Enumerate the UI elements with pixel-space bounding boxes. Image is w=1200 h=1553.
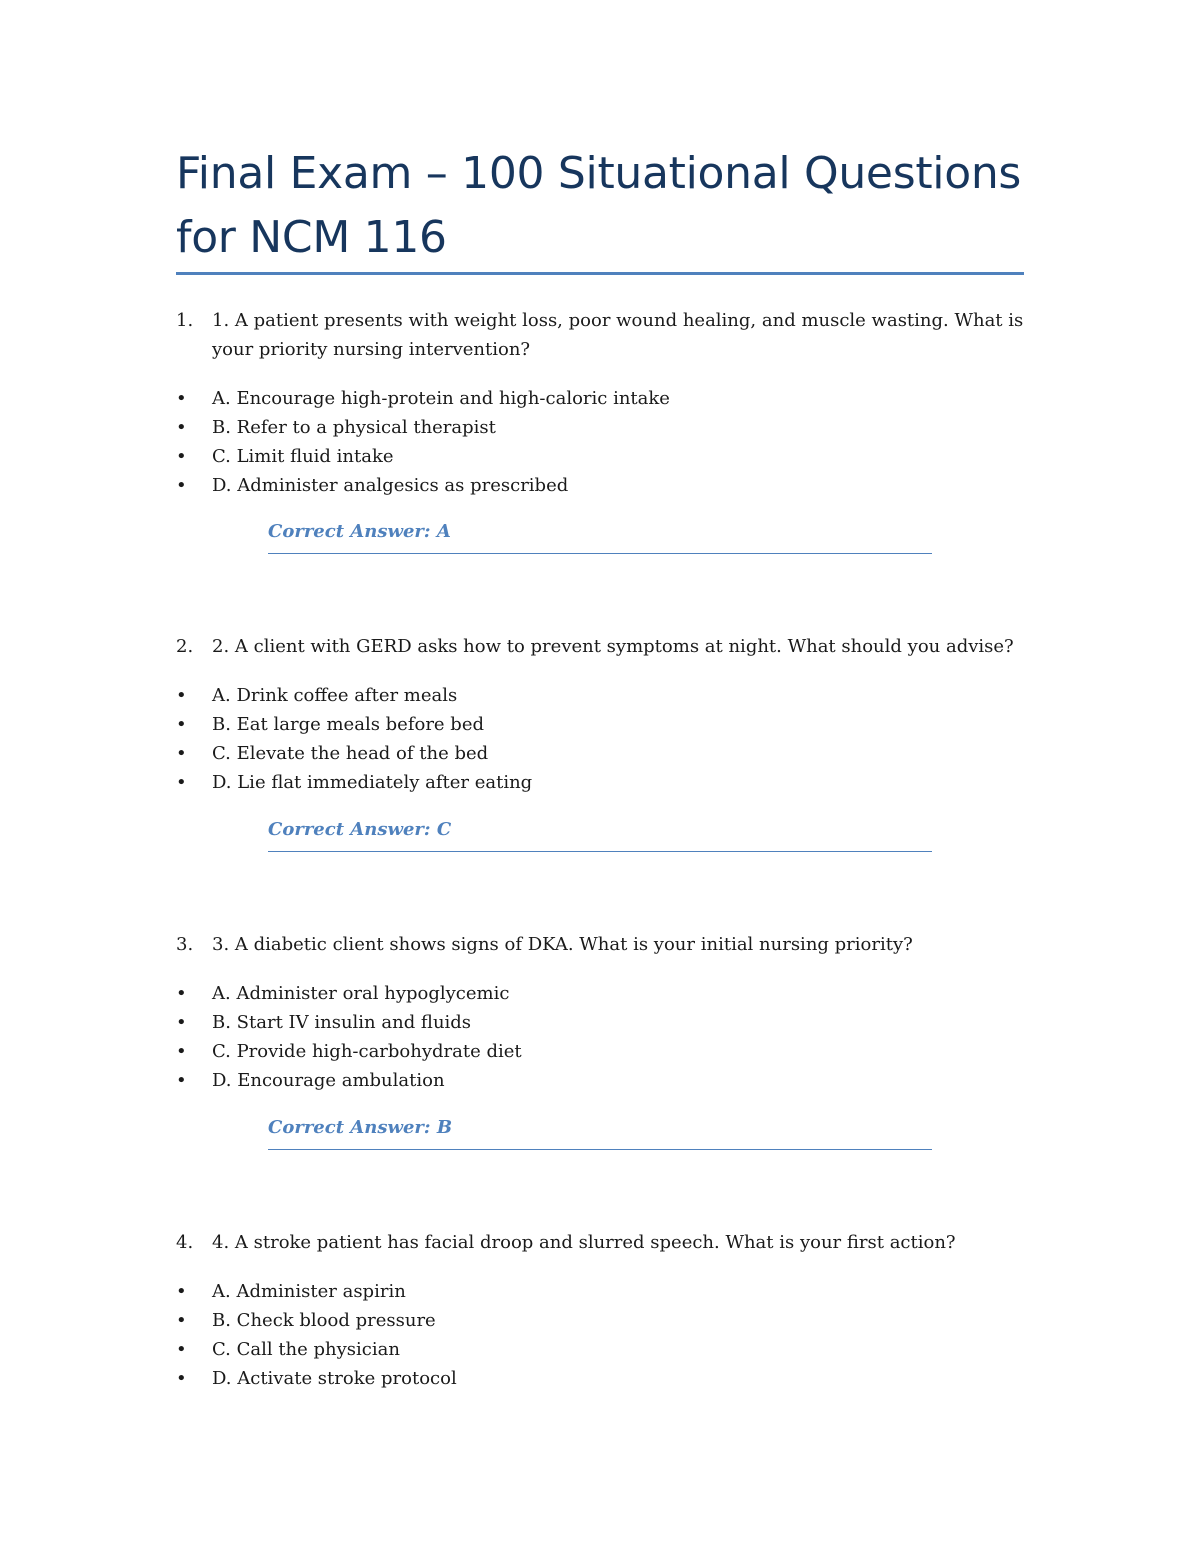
list-item — [176, 384, 1036, 413]
correct-answer: Correct Answer: A — [268, 519, 932, 554]
question-number: 4. — [176, 1232, 194, 1253]
list-item — [176, 471, 1036, 500]
option-text: C. Limit fluid intake — [212, 446, 394, 467]
question-4 — [176, 1228, 1036, 1393]
list-item — [176, 1037, 1036, 1066]
question-text: 1. A patient presents with weight loss, poor wound healing, and muscle wasting. What is your priority nursing intervention? — [212, 310, 1024, 360]
bullet-icon: • — [176, 1070, 187, 1091]
option-list — [176, 384, 1036, 500]
question-number: 2. — [176, 636, 194, 657]
option-text: C. Provide high-carbohydrate diet — [212, 1041, 522, 1062]
option-text: D. Lie flat immediately after eating — [212, 772, 533, 793]
option-list — [176, 681, 1036, 797]
list-item — [176, 739, 1036, 768]
list-item — [176, 1066, 1036, 1095]
option-text: A. Encourage high-protein and high-caloric intake — [212, 388, 670, 409]
list-item — [176, 979, 1036, 1008]
bullet-icon: • — [176, 714, 187, 735]
option-text: D. Encourage ambulation — [212, 1070, 445, 1091]
question-3 — [176, 930, 1036, 1095]
list-item — [176, 710, 1036, 739]
question-stem — [176, 632, 1036, 661]
bullet-icon: • — [176, 983, 187, 1004]
option-text: C. Call the physician — [212, 1339, 400, 1360]
option-text: B. Check blood pressure — [212, 1310, 436, 1331]
title-underline — [176, 272, 1024, 275]
question-text: 2. A client with GERD asks how to prevent symptoms at night. What should you advise? — [212, 636, 1014, 657]
bullet-icon: • — [176, 1012, 187, 1033]
bullet-icon: • — [176, 475, 187, 496]
option-text: A. Administer oral hypoglycemic — [212, 983, 510, 1004]
bullet-icon: • — [176, 1310, 187, 1331]
bullet-icon: • — [176, 446, 187, 467]
question-stem — [176, 306, 1036, 364]
list-item — [176, 413, 1036, 442]
bullet-icon: • — [176, 1339, 187, 1360]
list-item — [176, 1335, 1036, 1364]
question-number: 1. — [176, 310, 194, 331]
bullet-icon: • — [176, 772, 187, 793]
option-text: B. Refer to a physical therapist — [212, 417, 496, 438]
question-number: 3. — [176, 934, 194, 955]
page-title: Final Exam – 100 Situational Questions for NCM 116 — [176, 148, 1022, 263]
bullet-icon: • — [176, 1041, 187, 1062]
option-text: C. Elevate the head of the bed — [212, 743, 489, 764]
option-text: A. Drink coffee after meals — [212, 685, 458, 706]
question-text: 4. A stroke patient has facial droop and slurred speech. What is your first action? — [212, 1232, 956, 1253]
list-item — [176, 1306, 1036, 1335]
bullet-icon: • — [176, 1368, 187, 1389]
list-item — [176, 1364, 1036, 1393]
option-text: B. Start IV insulin and fluids — [212, 1012, 472, 1033]
question-2 — [176, 632, 1036, 797]
list-item — [176, 768, 1036, 797]
option-text: A. Administer aspirin — [212, 1281, 406, 1302]
option-list — [176, 979, 1036, 1095]
question-stem — [176, 1228, 1036, 1257]
correct-answer: Correct Answer: B — [268, 1115, 932, 1150]
list-item — [176, 1008, 1036, 1037]
bullet-icon: • — [176, 743, 187, 764]
question-text: 3. A diabetic client shows signs of DKA. What is your initial nursing priority? — [212, 934, 913, 955]
bullet-icon: • — [176, 1281, 187, 1302]
bullet-icon: • — [176, 417, 187, 438]
correct-answer: Correct Answer: C — [268, 817, 932, 852]
bullet-icon: • — [176, 685, 187, 706]
option-text: D. Administer analgesics as prescribed — [212, 475, 569, 496]
question-stem — [176, 930, 1036, 959]
option-list — [176, 1277, 1036, 1393]
list-item — [176, 681, 1036, 710]
list-item — [176, 442, 1036, 471]
question-1 — [176, 306, 1036, 500]
option-text: B. Eat large meals before bed — [212, 714, 485, 735]
bullet-icon: • — [176, 388, 187, 409]
option-text: D. Activate stroke protocol — [212, 1368, 457, 1389]
list-item — [176, 1277, 1036, 1306]
